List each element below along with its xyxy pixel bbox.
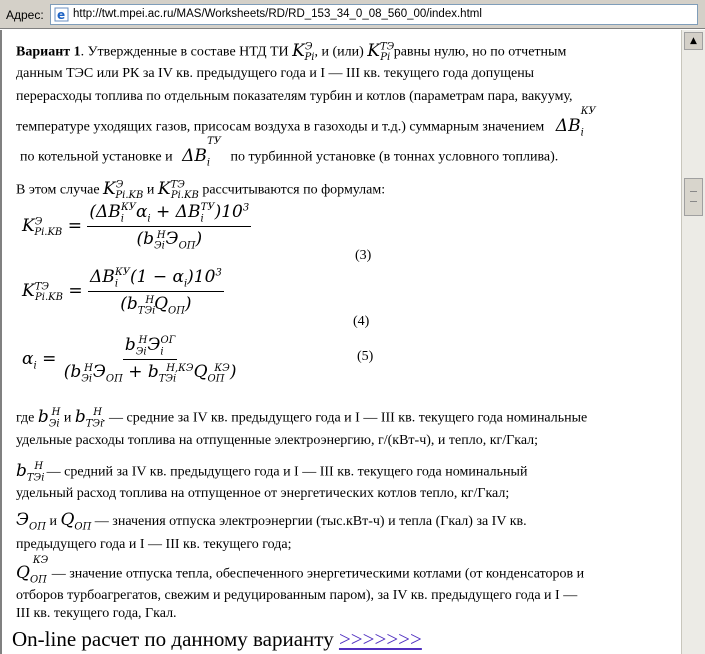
- eo-line: [16, 511, 527, 536]
- symbol-delta-b-tu: $\Delta B_i^{ТУ}$: [182, 136, 221, 169]
- eo-text: — значения отпуска электроэнергии (тыс.кВт-ч) и тепла (Гкал) за IV кв.: [94, 514, 527, 529]
- address-input[interactable]: [50, 4, 698, 25]
- q-line-2: отборов турбоагрегатов, свежим и редуцированным паром), за IV кв. предыдущего года и I —: [16, 588, 578, 603]
- text-line-6b: и: [146, 182, 155, 198]
- q-line-3: III кв. текущего года, Гкал.: [16, 606, 177, 621]
- intro-text-2: , и (или): [314, 44, 364, 60]
- equation-number-5: (5): [357, 349, 374, 364]
- eo-line-2: предыдущего года и I — III кв. текущего года;: [16, 537, 292, 552]
- eo-text-b: и: [49, 514, 57, 529]
- svg-text:e: e: [57, 8, 66, 22]
- where-text-b: и: [63, 410, 72, 426]
- b-tei-line-2: удельный расход топлива на отпущенное от энергетических котлов тепло, кг/Гкал;: [16, 486, 510, 501]
- text-line-5a: по котельной установке и: [20, 149, 173, 165]
- symbol-k-e-pi: $K^Э_{Pi}$: [292, 40, 315, 64]
- online-text: On-line расчет по данному варианту: [12, 627, 334, 651]
- text-line-6c: рассчитываются по формулам:: [202, 182, 386, 198]
- text-line-6a: В этом случае: [16, 182, 100, 198]
- symbol-k-te-pikv: $K^{ТЭ}_{Pi.KB}$: [157, 178, 199, 202]
- intro-text-1: . Утвержденные в составе НТД ТИ: [80, 44, 289, 60]
- symbol-e-op: $Э_{ОП}$: [16, 510, 46, 533]
- equation-number-4: (4): [353, 314, 370, 329]
- text-line-6: [16, 176, 385, 205]
- where-text-c: . — средние за IV кв. предыдущего года и I — III кв. текущего года номинальные: [102, 410, 588, 426]
- intro-line: [16, 38, 566, 67]
- symbol-k-te-pi: $K^{ТЭ}_{Pi}$: [367, 40, 395, 64]
- b-tei-text: — средний за IV кв. предыдущего года и I — III кв. текущего года номинальный: [46, 464, 528, 480]
- address-url[interactable]: http://twt.mpei.ac.ru/MAS/Worksheets/RD/RD_153_34_0_08_560_00/index.html: [73, 8, 482, 20]
- formula-3: $K^Э_{Pi.KB}$ = $\frac{(\Delta B_i^{КУ}\alpha_i + \Delta B_i^{ТУ})10^3}{(b_{Эi}^НЭ_{ОП})}$: [22, 202, 250, 252]
- symbol-b-tei: $b_{ТЭi}^Н$: [74, 406, 104, 430]
- page-content: [0, 30, 681, 654]
- scroll-up-arrow-icon[interactable]: ▲: [684, 32, 703, 50]
- where-text-a: где: [16, 410, 35, 426]
- scroll-thumb[interactable]: [684, 178, 703, 216]
- formula-4: $K^{ТЭ}_{Pi.KB}$ = $\frac{\Delta B_i^{КУ}(1 - \alpha_i)10^3}{(b_{ТЭi}^НQ_{ОП})}$: [22, 267, 222, 317]
- b-tei-line: [16, 458, 527, 487]
- text-line-4: [16, 106, 596, 142]
- online-calc-link[interactable]: >>>>>>>: [338, 627, 422, 651]
- address-bar: [0, 0, 705, 29]
- symbol-delta-b-ku: $\Delta B_i^{КУ}$: [555, 106, 596, 139]
- q-text: — значение отпуска тепла, обеспеченного энергетическими котлами (от конденсаторов и: [51, 566, 585, 582]
- online-line: [12, 626, 422, 652]
- symbol-b-ei: $b_{Эi}^Н$: [37, 406, 61, 430]
- equation-number-3: (3): [355, 248, 372, 263]
- q-line: [16, 555, 585, 589]
- text-line-2: данным ТЭС или РК за IV кв. предыдущего года и I — III кв. текущего года допущены: [16, 66, 535, 81]
- symbol-k-e-pikv: $K^Э_{Pi.KB}$: [103, 178, 144, 202]
- where-line-2: удельные расходы топлива на отпущенные электроэнергию, г/(кВт-ч), и тепло, кг/Гкал;: [16, 433, 539, 448]
- where-line: [16, 404, 587, 433]
- text-line-4-body: температуре уходящих газов, присосам воздуха в газоходы и т.д.) суммарным значением: [16, 119, 545, 135]
- text-line-5: [20, 136, 559, 172]
- text-line-5b: по турбинной установке (в тоннах условного топлива).: [230, 149, 559, 165]
- intro-text-3: равны нулю, но по отчетным: [393, 44, 567, 60]
- formula-5: $\alpha_i$ = $\frac{b_{Эi}^НЭ_i^{ОГ}}{(b_{Эi}^НЭ_{ОП} + b_{ТЭi}^{Н,КЭ}Q_{ОП}^{КЭ})}$: [22, 335, 237, 385]
- symbol-b-tei-2: $b_{ТЭi}^Н$: [16, 460, 45, 484]
- vertical-scrollbar[interactable]: [681, 30, 705, 654]
- ie-page-icon: [54, 7, 69, 22]
- symbol-q-op: $Q_{ОП}$: [60, 510, 92, 533]
- text-line-3: перерасходы топлива по отдельным показателям турбин и котлов (параметрам пара, вакууму,: [16, 89, 573, 104]
- variant-title: Вариант 1: [16, 44, 81, 60]
- address-label: Адрес:: [6, 8, 44, 22]
- symbol-q-op-ke: $Q_{ОП}^{КЭ}$: [16, 555, 49, 586]
